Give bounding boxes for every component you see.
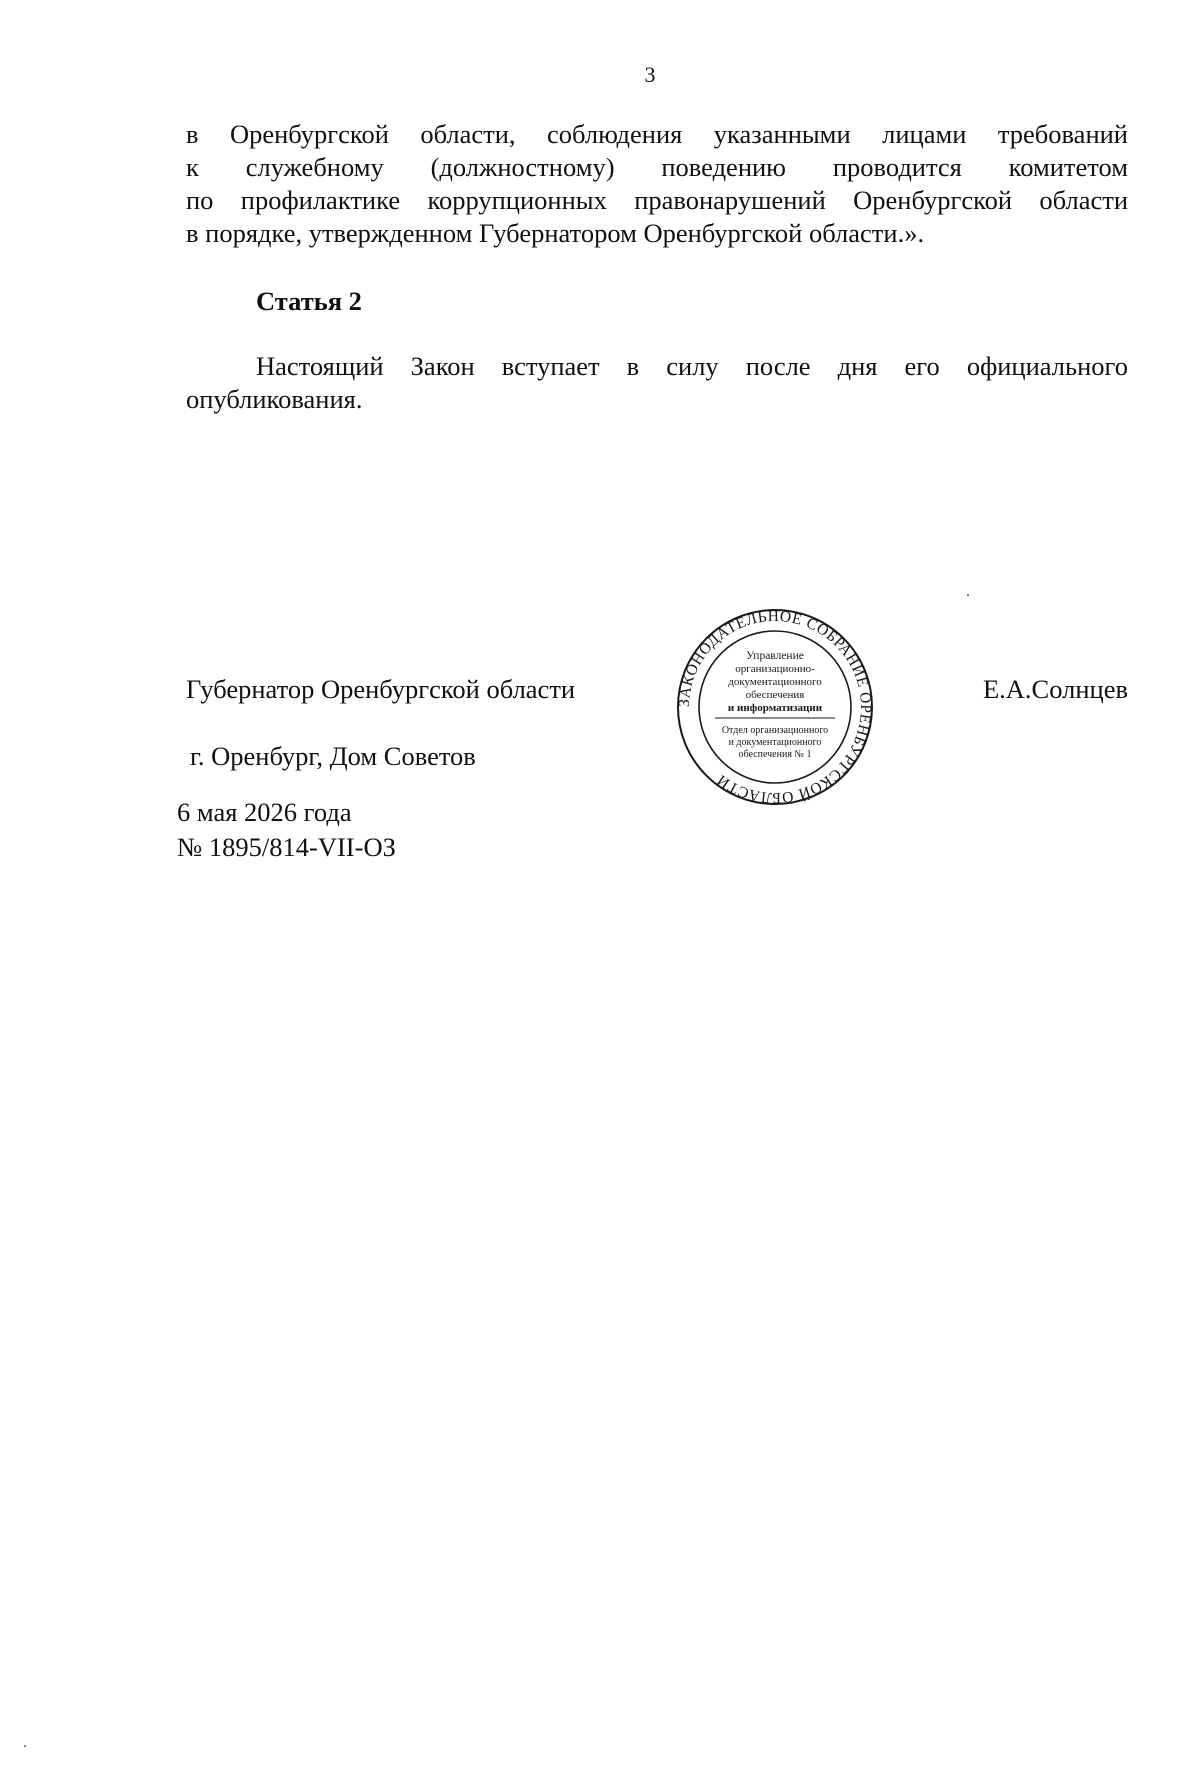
svg-text:организационно-: организационно- — [735, 663, 815, 675]
scan-speck — [24, 1745, 26, 1747]
svg-text:и информатизации: и информатизации — [727, 702, 823, 714]
paragraph-2 — [186, 350, 1128, 416]
svg-text:ЗАКОНОДАТЕЛЬНОЕ СОБРАНИЕ ОРЕНБ: ЗАКОНОДАТЕЛЬНОЕ СОБРАНИЕ ОРЕНБУРГСКОЙ ОБЛАСТИ — [675, 607, 875, 807]
signing-place: г. Оренбург, Дом Советов — [190, 741, 476, 771]
scan-speck — [967, 594, 969, 596]
paragraph-1 — [186, 118, 1128, 250]
svg-text:Отдел организационного: Отдел организационного — [721, 725, 829, 736]
paragraph-2-line: Настоящий Закон вступает в силу после дня его официального — [256, 351, 1128, 381]
paragraph-2-line: опубликования. — [186, 384, 363, 414]
article-heading: Статья 2 — [256, 286, 362, 316]
paragraph-1-line: по профилактике коррупционных правонарушений Оренбургской области — [186, 185, 1128, 215]
page-number: 3 — [644, 62, 656, 87]
paragraph-1-line: в порядке, утвержденном Губернатором Оренбургской области.». — [186, 218, 925, 248]
official-stamp-seal — [675, 607, 875, 807]
law-date: 6 мая 2026 года — [177, 797, 352, 827]
paragraph-1-line: в Оренбургской области, соблюдения указанными лицами требований — [186, 119, 1128, 149]
svg-text:обеспечения: обеспечения — [745, 689, 805, 701]
svg-text:и документационного: и документационного — [728, 737, 822, 748]
svg-text:обеспечения № 1: обеспечения № 1 — [738, 749, 812, 760]
svg-text:Управление: Управление — [746, 650, 804, 662]
signatory-position: Губернатор Оренбургской области — [186, 674, 576, 704]
law-number: № 1895/814-VII-ОЗ — [177, 832, 396, 862]
svg-text:документационного: документационного — [728, 676, 822, 688]
signatory-name: Е.А.Солнцев — [982, 674, 1128, 704]
paragraph-1-line: к служебному (должностному) поведению проводится комитетом — [186, 152, 1128, 182]
